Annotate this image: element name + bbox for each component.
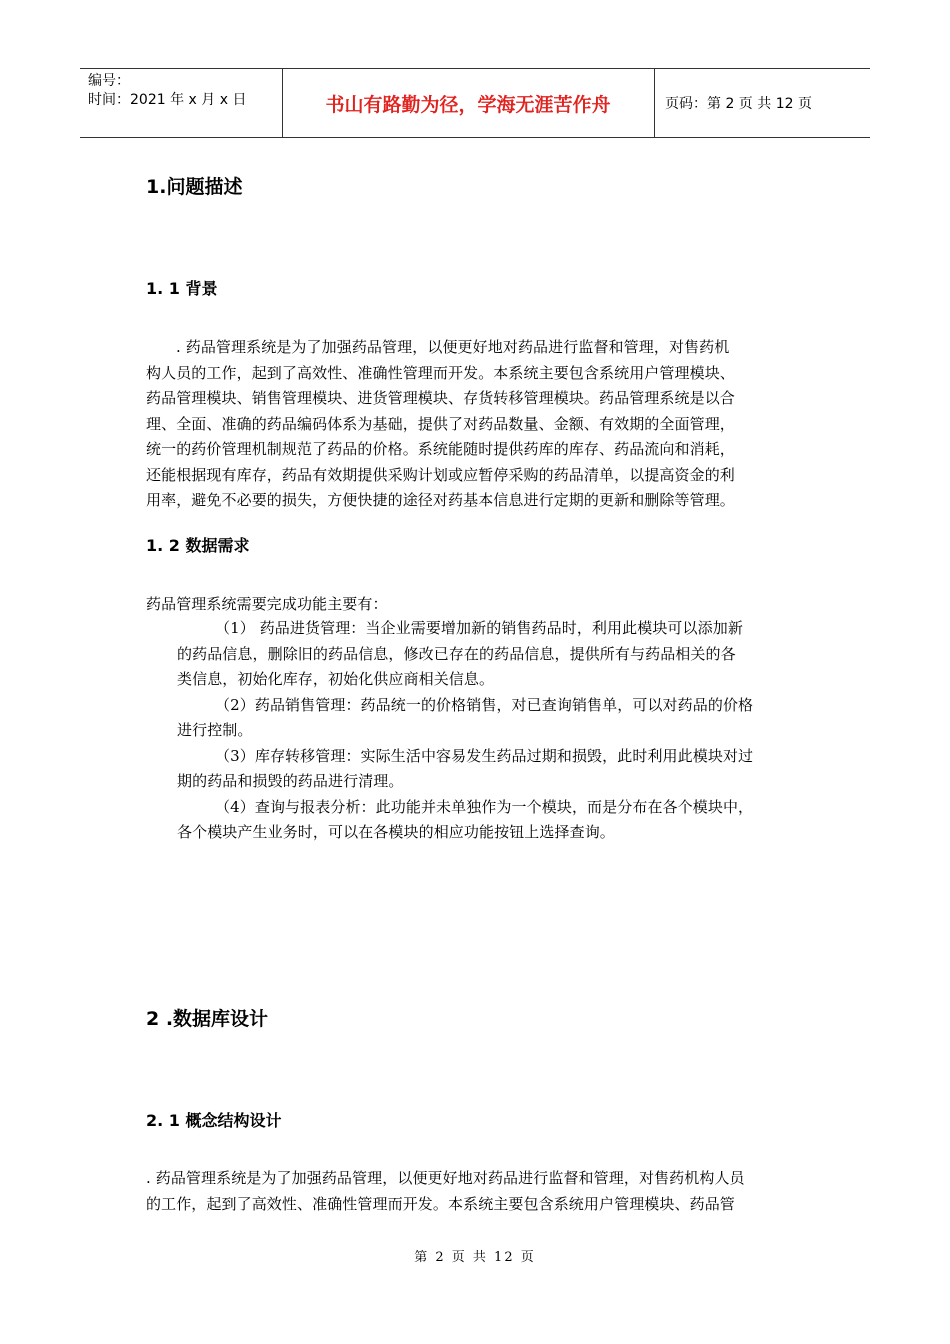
page-header xyxy=(80,68,870,138)
list-item: （4）查询与报表分析：此功能并未单独作为一个模块，而是分布在各个模块中， xyxy=(215,797,754,816)
section-1-title: 1.问题描述 xyxy=(146,176,243,198)
page-footer: 第 2 页 共 12 页 xyxy=(414,1250,536,1265)
requirements-list xyxy=(177,616,753,846)
list-item: 各个模块产生业务时，可以在各模块的相应功能按钮上选择查询。 xyxy=(177,823,615,841)
list-item: 类信息，初始化库存，初始化供应商相关信息。 xyxy=(177,670,495,688)
list-item: （1） 药品进货管理：当企业需要增加新的销售药品时，利用此模块可以添加新 xyxy=(215,619,743,637)
concept-design-paragraph xyxy=(146,1166,745,1217)
paragraph-line: 的工作，起到了高效性、准确性管理而开发。本系统主要包含系统用户管理模块、药品管 xyxy=(146,1194,735,1213)
list-item: 进行控制。 xyxy=(177,721,253,739)
header-left-cell xyxy=(88,72,246,110)
list-item: 的药品信息，删除旧的药品信息，修改已存在的药品信息，提供所有与药品相关的各 xyxy=(177,644,736,663)
section-1-2-title: 1. 2 数据需求 xyxy=(146,536,250,555)
paragraph-line: . 药品管理系统是为了加强药品管理，以便更好地对药品进行监督和管理，对售药机 xyxy=(176,338,730,356)
header-page-info: 页码：第 2 页 共 12 页 xyxy=(665,96,812,112)
header-divider xyxy=(654,69,655,137)
list-item: （2）药品销售管理：药品统一的价格销售，对已查询销售单，可以对药品的价格 xyxy=(215,695,754,714)
paragraph-line: 还能根据现有库存，药品有效期提供采购计划或应暂停采购的药品清单，以提高资金的利 xyxy=(146,465,735,484)
section-2-1-title: 2. 1 概念结构设计 xyxy=(146,1111,282,1130)
background-paragraph xyxy=(146,335,735,514)
requirements-intro: 药品管理系统需要完成功能主要有： xyxy=(146,595,388,613)
paragraph-line: 构人员的工作，起到了高效性、准确性管理而开发。本系统主要包含系统用户管理模块、 xyxy=(146,363,735,382)
list-item: 期的药品和损毁的药品进行清理。 xyxy=(177,772,404,790)
paragraph-line: 用率，避免不必要的损失，方便快捷的途径对药基本信息进行定期的更新和删除等管理。 xyxy=(146,491,735,509)
paragraph-line: 药品管理模块、销售管理模块、进货管理模块、存货转移管理模块。药品管理系统是以合 xyxy=(146,389,735,407)
header-motto: 书山有路勤为径，学海无涯苦作舟 xyxy=(325,93,611,116)
document-date-label: 时间：2021 年 x 月 x 日 xyxy=(88,92,247,108)
paragraph-line: 统一的药价管理机制规范了药品的价格。系统能随时提供药库的库存、药品流向和消耗， xyxy=(146,440,735,458)
paragraph-line: 理、全面、准确的药品编码体系为基础，提供了对药品数量、金额、有效期的全面管理， xyxy=(146,414,735,433)
section-1-1-title: 1. 1 背景 xyxy=(146,279,218,298)
section-2-title: 2 .数据库设计 xyxy=(146,1008,269,1030)
list-item: （3）库存转移管理：实际生活中容易发生药品过期和损毁，此时利用此模块对过 xyxy=(215,746,754,765)
paragraph-line: . 药品管理系统是为了加强药品管理，以便更好地对药品进行监督和管理，对售药机构人员 xyxy=(146,1169,745,1187)
document-number-label: 编号： xyxy=(88,73,130,89)
